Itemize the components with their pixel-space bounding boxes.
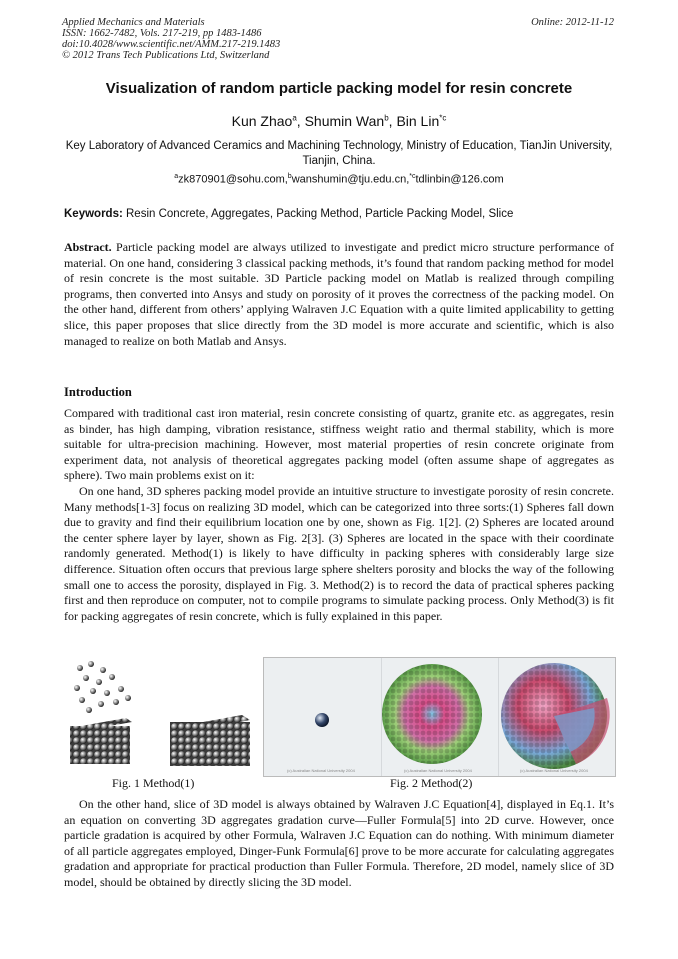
figure-1-image [66,660,256,772]
intro-paragraph-1: Compared with traditional cast iron material, resin concrete consisting of quartz, granite etc. as aggregates, resin as binder, has high damping, vibration resistance, stiffness weight ratio and thermal stability, which is more suitable for ultra-precision machining. However, most material properties of resin concrete originate from experiment data, not analysis of theoretical aggregates packing model (often assume shape of aggregates as sphere). Two main problems exist on it: [64,406,614,483]
keywords-text: Resin Concrete, Aggregates, Packing Method, Particle Packing Model, Slice [126,208,514,220]
email-link[interactable]: zk870901@sohu.com, [178,173,288,186]
keywords-label: Keywords: [64,208,123,220]
email-list [0,173,678,186]
author-list [0,113,678,129]
author-name: Shumin Wan [304,113,385,129]
watermark: (c) Australian National University 2004 [404,768,472,773]
watermark: (c) Australian National University 2004 [520,768,588,773]
affiliation: Key Laboratory of Advanced Ceramics and Machining Technology, Ministry of Education, TianJin University, Tianjin, China. [65,140,613,167]
section-heading-introduction: Introduction [64,385,132,399]
author-sep: , [296,113,305,129]
intro-paragraph-2: On one hand, 3D spheres packing model provide an intuitive structure to investigate porosity of resin concrete. Many methods[1-3] focus on realizing 3D model, which can be categorized into three sorts:(1) Spheres fall down due to gravity and find their equilibrium location one by one, shown as Fig. 1[2]. (2) Spheres are located around the center sphere layer by layer, shown as Fig. 2[3]. (3) Spheres are located in the space with their coordinate randomly generated. Method(1) is likely to have difficulty in packing spheres with considerably large size difference. Situation often occurs that previous large sphere shelters porosity and blocks the way of the following small one to access the porosity, displayed in Fig. 3. Method(2) is to record the data of practical spheres packing first and then reproduce on computer, not to compile programs to simulate packing process. Only Method(3) is fit for packing aggregates of resin concrete, which is fully explained in this paper. [64,484,614,623]
falling-spheres [74,661,131,713]
issn-line: ISSN: 1662-7482, Vols. 217-219, pp 1483-1486 [62,28,262,39]
email-link[interactable]: tdlinbin@126.com [415,173,504,186]
layered-cluster [382,664,482,764]
email-sup: b [287,173,292,180]
author-sup: *c [439,113,447,123]
copyright-line: © 2012 Trans Tech Publications Ltd, Switzerland [62,50,270,61]
figure-1-caption: Fig. 1 Method(1) [112,776,195,790]
keywords-line [64,208,624,220]
author-sep: , [388,113,397,129]
author-name: Bin Lin [396,113,440,129]
center-sphere [315,713,329,727]
email-sup: a [174,173,179,180]
journal-name: Applied Mechanics and Materials [62,17,205,28]
abstract-paragraph [64,240,614,349]
online-date: Online: 2012-11-12 [531,17,614,28]
figure-2-image [263,657,616,777]
packed-block-right [170,715,250,766]
packed-block-left [70,718,132,764]
abstract-label: Abstract. [64,240,112,254]
paper-title: Visualization of random particle packing model for resin concrete [105,80,573,97]
author-sup: b [384,113,389,123]
author-name: Kun Zhao [231,113,293,129]
email-sup: *c [409,173,416,180]
doi-line: doi:10.4028/www.scientific.net/AMM.217-219.1483 [62,39,281,50]
author-sup: a [292,113,297,123]
body-paragraph-3: On the other hand, slice of 3D model is always obtained by Walraven J.C Equation[4], displayed in Eq.1. It’s an equation on converting 3D aggregates gradation curve—Fuller Formula[5] into 2D curve. However, once particle gradation is acquired by other Formula, Walraven J.C Equation can do nothing. With minimum diameter of all particle aggregates employed, Dinger-Funk Formula[6] prove to be more accurate for calculating aggregates gradation and appropriate for practical production than Fuller Formula. Therefore, 2D model, namely slice of 3D model, should be obtained by directly slicing the 3D model. [64,797,614,889]
watermark: (c) Australian National University 2004 [287,768,355,773]
abstract-text: Particle packing model are always utilized to investigate and predict micro structure performance of material. On one hand, considering 3 classical packing methods, it’s found that random packing method for model of resin concrete is the most suitable. 3D Particle packing model on Matlab is realized through compiling programs, then converted into Ansys and study on porosity of it proves the correctness of the packing model. On the other hand, different from others’ applying Walraven J.C Equation with a quite limited applicability to getting slice, this paper proposes that slice directly from the 3D model is more accurate and scientific, which is also managed to realize on both Matlab and Ansys. [64,240,614,348]
figure-2-caption: Fig. 2 Method(2) [390,776,473,790]
email-link[interactable]: wanshumin@tju.edu.cn, [291,173,410,186]
